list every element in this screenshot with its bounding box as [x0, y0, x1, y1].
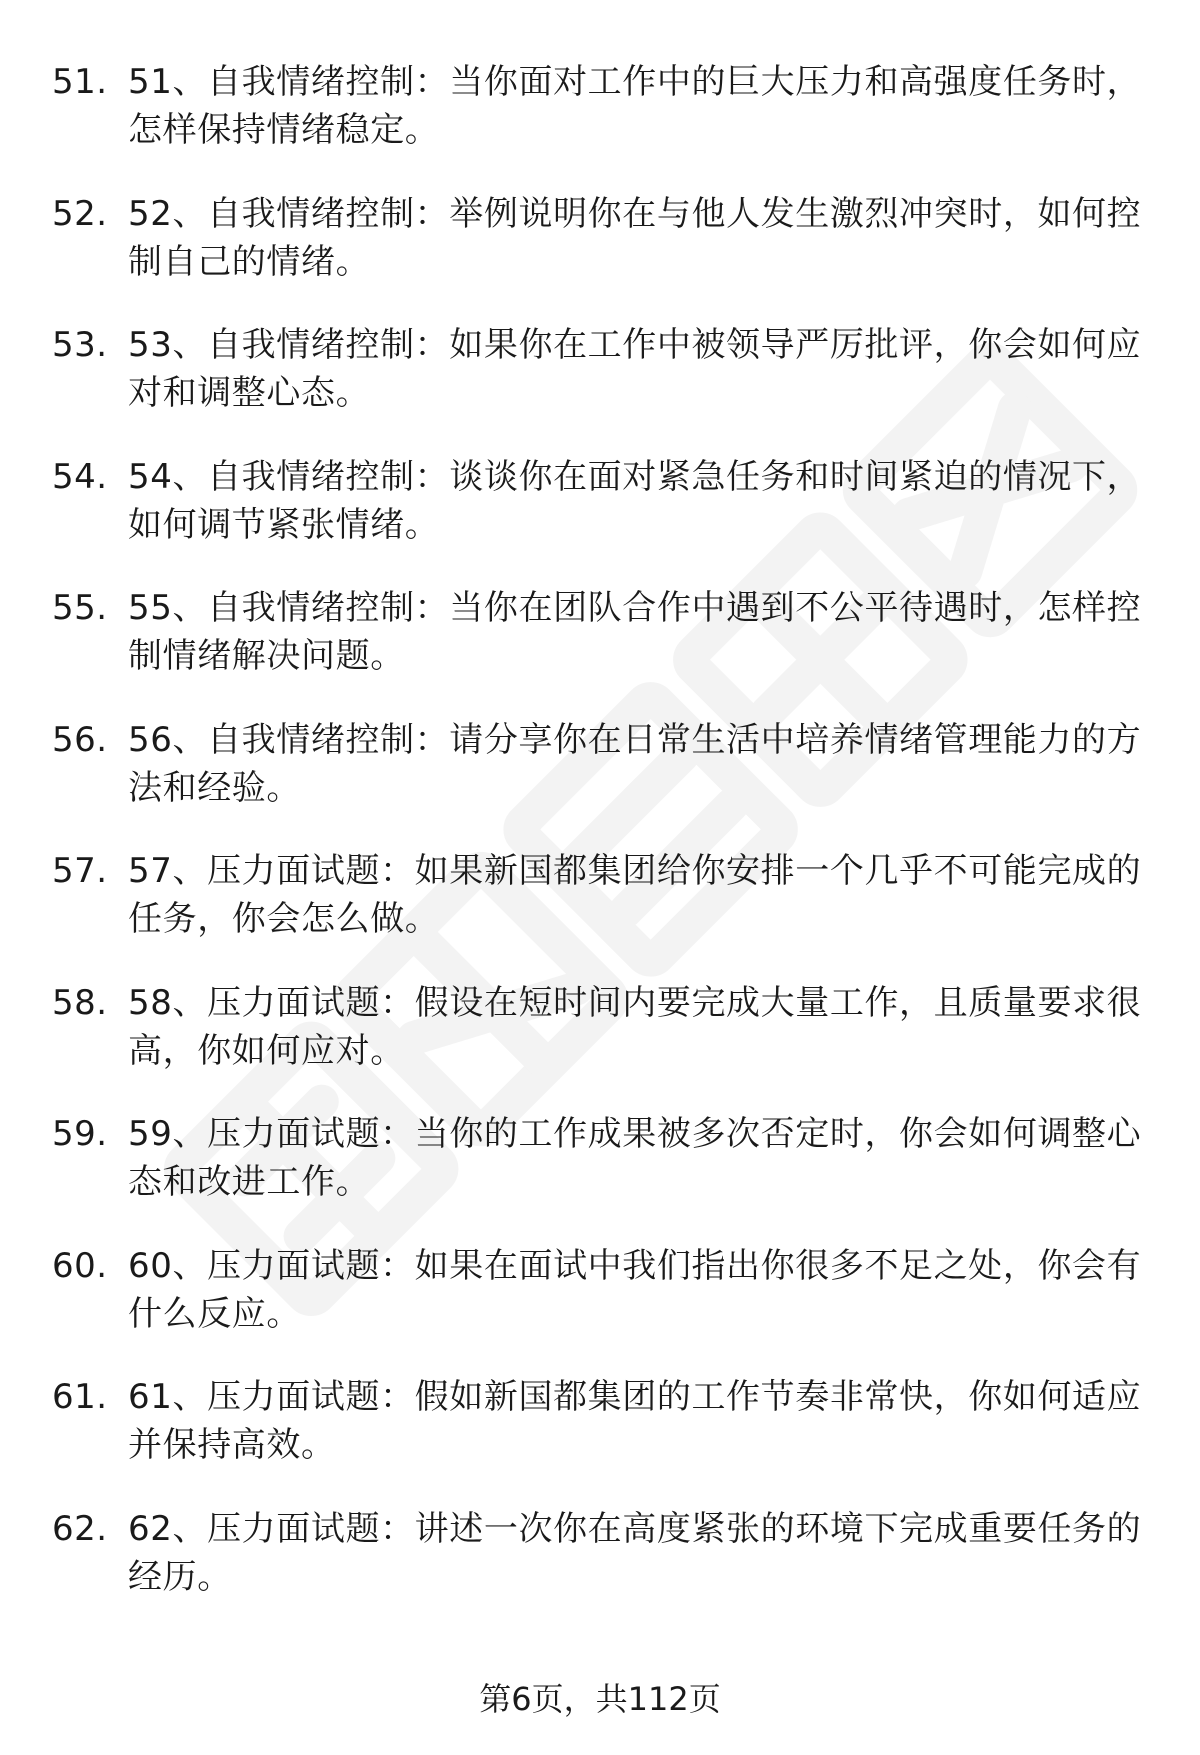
item-text: 59、压力面试题：当你的工作成果被多次否定时，你会如何调整心态和改进工作。 — [128, 1114, 1142, 1202]
item-text: 61、压力面试题：假如新国都集团的工作节奏非常快，你如何适应并保持高效。 — [128, 1377, 1142, 1465]
item-text: 52、自我情绪控制：举例说明你在与他人发生激烈冲突时，如何控制自己的情绪。 — [128, 193, 1142, 282]
item-number: 52. — [52, 193, 108, 234]
list-item — [0, 190, 1200, 322]
list-item — [0, 1242, 1200, 1374]
item-text: 53、自我情绪控制：如果你在工作中被领导严厉批评，你会如何应对和调整心态。 — [128, 325, 1142, 413]
item-number: 62. — [52, 1508, 108, 1549]
list-item — [0, 716, 1200, 848]
item-number: 53. — [52, 325, 108, 365]
list-item — [0, 58, 1200, 190]
item-text: 60、压力面试题：如果在面试中我们指出你很多不足之处，你会有什么反应。 — [128, 1245, 1142, 1334]
item-text: 58、压力面试题：假设在短时间内要完成大量工作，且质量要求很高，你如何应对。 — [128, 982, 1142, 1071]
item-number: 58. — [52, 982, 108, 1023]
item-text: 54、自我情绪控制：谈谈你在面对紧急任务和时间紧迫的情况下，如何调节紧张情绪。 — [128, 456, 1142, 545]
question-list — [0, 58, 1200, 1636]
item-text: 51、自我情绪控制：当你面对工作中的巨大压力和高强度任务时，怎样保持情绪稳定。 — [128, 62, 1142, 150]
item-text: 55、自我情绪控制：当你在团队合作中遇到不公平待遇时，怎样控制情绪解决问题。 — [128, 588, 1142, 676]
item-number: 55. — [52, 588, 108, 628]
item-number: 57. — [52, 851, 108, 891]
item-text: 62、压力面试题：讲述一次你在高度紧张的环境下完成重要任务的经历。 — [128, 1508, 1142, 1597]
item-number: 54. — [52, 456, 108, 497]
list-item — [0, 1373, 1200, 1505]
item-number: 59. — [52, 1114, 108, 1154]
item-number: 51. — [52, 62, 108, 102]
list-item — [0, 1505, 1200, 1637]
list-item — [0, 979, 1200, 1111]
item-text: 56、自我情绪控制：请分享你在日常生活中培养情绪管理能力的方法和经验。 — [128, 719, 1142, 808]
item-text: 57、压力面试题：如果新国都集团给你安排一个几乎不可能完成的任务，你会怎么做。 — [128, 851, 1142, 939]
list-item — [0, 847, 1200, 979]
list-item — [0, 584, 1200, 716]
item-number: 60. — [52, 1245, 108, 1286]
list-item — [0, 321, 1200, 453]
page-footer: 第6页，共112页 — [479, 1680, 721, 1718]
list-item — [0, 1110, 1200, 1242]
list-item — [0, 453, 1200, 585]
item-number: 61. — [52, 1377, 108, 1417]
item-number: 56. — [52, 719, 108, 760]
